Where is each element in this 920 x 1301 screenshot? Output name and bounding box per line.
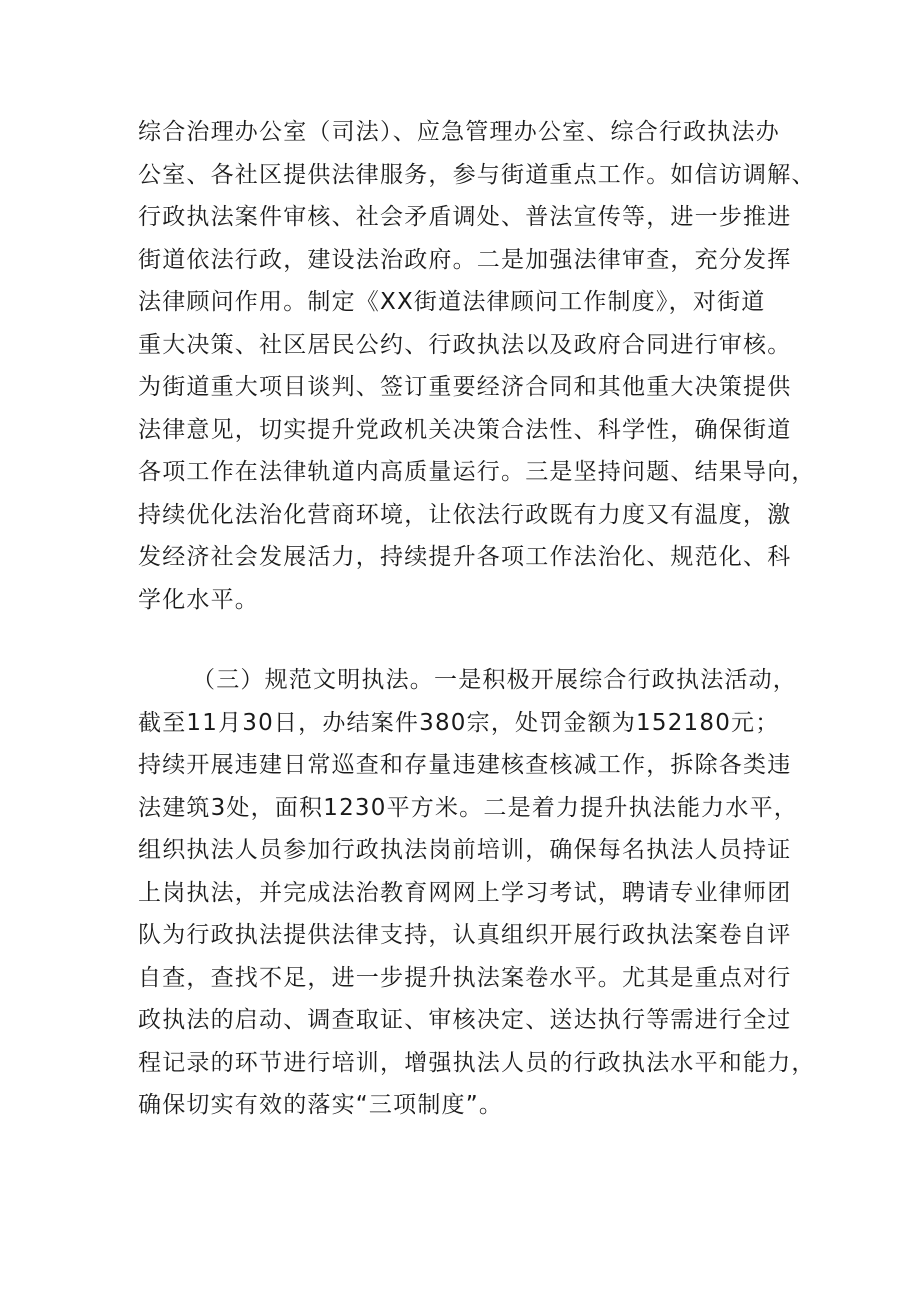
- text-line: 为街道重大项目谈判、签订重要经济合同和其他重大决策提供: [138, 374, 792, 400]
- text-line: 学化水平。: [138, 586, 259, 613]
- paragraph-legal-services: [138, 111, 816, 621]
- text-line: 行政执法案件审核、社会矛盾调处、普法宣传等，进一步推进: [138, 204, 792, 230]
- text-line: 组织执法人员参加行政执法岗前培训，确保每名执法人员持证: [138, 837, 792, 863]
- text-line: 政执法的启动、调查取证、审核决定、送达执行等需进行全过: [138, 1007, 792, 1033]
- text-line: 程记录的环节进行培训，增强执法人员的行政执法水平和能力，: [138, 1049, 816, 1076]
- text-line: 重大决策、社区居民公约、行政执法以及政府合同进行审核。: [138, 331, 792, 358]
- text-line: 发经济社会发展活力，持续提升各项工作法治化、规范化、科: [138, 544, 792, 570]
- text-line: 持续开展违建日常巡查和存量违建核查核减工作，拆除各类违: [138, 752, 792, 778]
- text-line: 持续优化法治化营商环境，让依法行政既有力度又有温度，激: [138, 501, 792, 528]
- text-line: 街道依法行政，建设法治政府。二是加强法律审查，充分发挥: [138, 246, 792, 273]
- text-line: 截至11月30日，办结案件380宗，处罚金额为152180元；: [138, 709, 780, 736]
- text-line: 队为行政执法提供法律支持，认真组织开展行政执法案卷自评: [138, 922, 792, 948]
- paragraph-law-enforcement: [138, 659, 816, 1127]
- text-line: 公室、各社区提供法律服务，参与街道重点工作。如信访调解、: [138, 161, 816, 188]
- text-line: 各项工作在法律轨道内高质量运行。三是坚持问题、结果导向，: [138, 459, 816, 485]
- text-line: 综合治理办公室（司法）、应急管理办公室、综合行政执法办: [138, 119, 780, 145]
- text-line: 确保切实有效的落实“三项制度”。: [138, 1092, 504, 1118]
- text-line: 法律顾问作用。制定《XX街道法律顾问工作制度》，对街道: [138, 289, 766, 315]
- text-line: 法建筑3处，面积1230平方米。二是着力提升执法能力水平，: [138, 794, 798, 821]
- section-heading-line: （三）规范文明执法。一是积极开展综合行政执法活动，: [192, 667, 797, 693]
- text-line: 上岗执法，并完成法治教育网网上学习考试，聘请专业律师团: [138, 879, 792, 906]
- text-line: 自查，查找不足，进一步提升执法案卷水平。尤其是重点对行: [138, 964, 792, 991]
- text-line: 法律意见，切实提升党政机关决策合法性、科学性，确保街道: [138, 416, 792, 443]
